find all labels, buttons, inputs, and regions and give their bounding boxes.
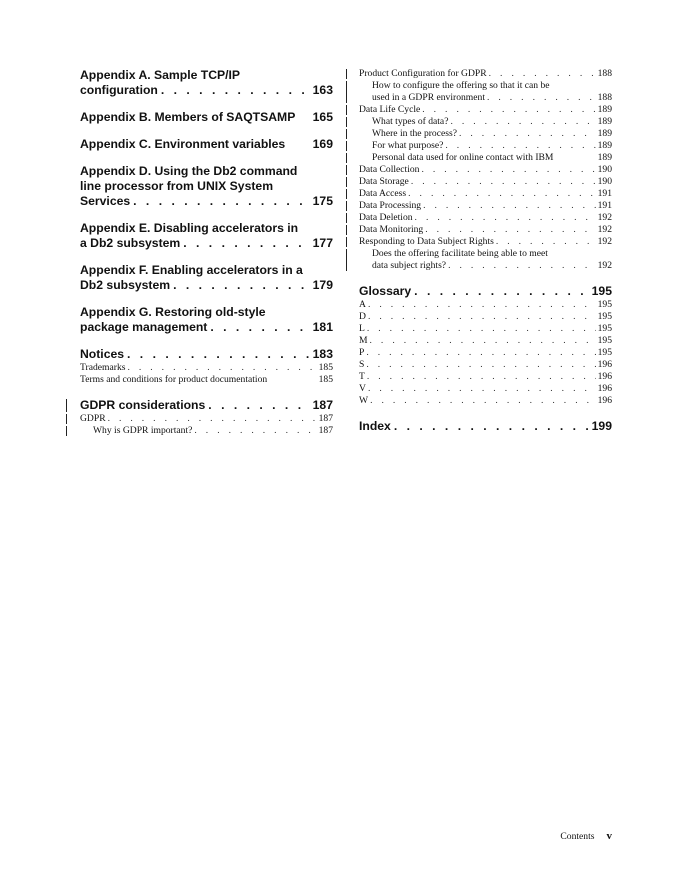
change-bar	[346, 129, 347, 139]
toc-page-number: 183	[312, 347, 333, 361]
toc-page-number: 199	[591, 419, 612, 433]
toc-entry-whygdpr[interactable]	[80, 425, 333, 437]
footer-page-number: v	[606, 830, 612, 842]
toc-page-number: 188	[597, 92, 612, 103]
toc-entry-title-line: W	[359, 395, 369, 406]
toc-entry-gdprcons[interactable]	[80, 398, 333, 413]
dot-leader	[366, 359, 595, 371]
toc-entry-processing[interactable]	[359, 200, 612, 212]
dot-leader	[421, 164, 595, 176]
toc-entry-title-line: a Db2 subsystem	[80, 236, 181, 250]
toc-page-number: 195	[597, 347, 612, 358]
dot-leader	[368, 299, 596, 311]
toc-entry-prodconf[interactable]	[359, 68, 612, 80]
change-bar	[66, 426, 67, 436]
toc-entry-glossary[interactable]	[359, 284, 612, 299]
toc-page-number: 187	[312, 398, 333, 412]
toc-entry-title-line: V	[359, 383, 366, 394]
toc-entry-title-line: P	[359, 347, 365, 358]
dot-leader	[425, 224, 595, 236]
toc-entry-appC[interactable]	[80, 137, 333, 152]
toc-entry-title-line: GDPR considerations	[80, 398, 206, 412]
toc-page-number: 195	[597, 323, 612, 334]
toc-entry-title-line: Glossary	[359, 284, 412, 298]
toc-entry-title-line: L	[359, 323, 365, 334]
toc-page-number: 192	[597, 224, 612, 235]
toc-entry-title-line: used in a GDPR environment	[372, 92, 485, 103]
toc-entry-title-line: What types of data?	[372, 116, 449, 127]
toc-page-number: 163	[312, 83, 333, 97]
dot-leader	[448, 260, 596, 272]
toc-page-number: 185	[318, 374, 333, 385]
toc-page-number: 189	[597, 152, 612, 163]
toc-entry-title-line: D	[359, 311, 366, 322]
change-bar	[66, 414, 67, 424]
toc-entry-title-line: Trademarks	[80, 362, 126, 373]
toc-entry-appA[interactable]	[80, 68, 333, 98]
dot-leader	[108, 413, 317, 425]
toc-page-number: 195	[597, 335, 612, 346]
toc-entry-appE[interactable]	[80, 221, 333, 251]
toc-entry-title-line: Data Monitoring	[359, 224, 424, 235]
dot-leader	[422, 104, 595, 116]
toc-page-number: 196	[597, 371, 612, 382]
toc-entry-title-line: Appendix F. Enabling accelerators in a	[80, 263, 303, 277]
change-bar	[346, 201, 347, 211]
toc-entry-title-line: Notices	[80, 347, 125, 361]
toc-entry-title-line: Where in the process?	[372, 128, 457, 139]
toc-entry-gM[interactable]	[359, 335, 612, 347]
toc-page-number: 195	[597, 299, 612, 310]
toc-page-number: 189	[597, 128, 612, 139]
change-bar	[346, 225, 347, 235]
toc-entry-lifecycle[interactable]	[359, 104, 612, 116]
toc-entry-facilitate[interactable]	[359, 248, 612, 272]
toc-entry-title-line: Why is GDPR important?	[93, 425, 193, 436]
dot-leader	[368, 311, 596, 323]
toc-page-number: 179	[312, 278, 333, 292]
toc-entry-index[interactable]	[359, 419, 612, 434]
dot-leader	[210, 320, 309, 335]
toc-entry-title-line: Appendix B. Members of SAQTSAMP	[80, 110, 296, 124]
toc-entry-collection[interactable]	[359, 164, 612, 176]
toc-entry-title-line: Data Life Cycle	[359, 104, 421, 115]
change-bar	[346, 165, 347, 175]
toc-entry-appF[interactable]	[80, 263, 333, 293]
change-bar	[346, 177, 347, 187]
toc-entry-gS[interactable]	[359, 359, 612, 371]
toc-page-number: 195	[597, 311, 612, 322]
toc-entry-title-line: How to configure the offering so that it can be	[372, 80, 550, 91]
toc-page-number: 185	[318, 362, 333, 373]
toc-page-number: 195	[591, 284, 612, 298]
toc-page-number: 190	[597, 176, 612, 187]
toc-page-number: 196	[597, 383, 612, 394]
dot-leader	[127, 362, 316, 374]
change-bar	[346, 117, 347, 127]
dot-leader	[127, 347, 310, 362]
toc-entry-title-line: M	[359, 335, 368, 346]
change-bar	[346, 141, 347, 151]
dot-leader	[367, 371, 596, 383]
toc-entry-storage[interactable]	[359, 176, 612, 188]
toc-entry-title-line: data subject rights?	[372, 260, 447, 271]
dot-leader	[445, 140, 595, 152]
toc-entry-terms[interactable]	[80, 374, 333, 386]
toc-page-number: 188	[597, 68, 612, 79]
dot-leader	[414, 284, 588, 299]
toc-entry-title-line: Appendix D. Using the Db2 command	[80, 164, 298, 178]
toc-entry-gT[interactable]	[359, 371, 612, 383]
toc-entry-title-line: Product Configuration for GDPR	[359, 68, 487, 79]
dot-leader	[394, 419, 589, 434]
toc-page-number: 189	[597, 116, 612, 127]
toc-page-number: 189	[597, 140, 612, 151]
change-bar	[346, 153, 347, 163]
toc-page-number: 165	[312, 110, 333, 124]
toc-entry-title-line: Terms and conditions for product documentation	[80, 374, 268, 385]
toc-entry-gV[interactable]	[359, 383, 612, 395]
toc-entry-title-line: T	[359, 371, 365, 382]
toc-entry-title-line: Appendix E. Disabling accelerators in	[80, 221, 299, 235]
toc-entry-purpose[interactable]	[359, 140, 612, 152]
toc-left-column	[80, 68, 333, 437]
change-bar	[346, 105, 347, 115]
footer-label: Contents	[560, 831, 595, 842]
toc-page-number: 177	[312, 236, 333, 250]
toc-entry-title-line: Db2 subsystem	[80, 278, 171, 292]
dot-leader	[370, 395, 596, 407]
toc-entry-appG[interactable]	[80, 305, 333, 335]
dot-leader	[183, 236, 309, 251]
dot-leader	[161, 83, 310, 98]
toc-entry-gW[interactable]	[359, 395, 612, 407]
toc-entry-title-line: GDPR	[80, 413, 106, 424]
toc-entry-responding[interactable]	[359, 236, 612, 248]
dot-leader	[411, 176, 596, 188]
toc-entry-howconf[interactable]	[359, 80, 612, 104]
change-bar	[346, 189, 347, 199]
dot-leader	[459, 128, 596, 140]
toc-entry-appB[interactable]	[80, 110, 333, 125]
change-bar	[346, 249, 347, 271]
dot-leader	[487, 92, 596, 104]
toc-entry-gL[interactable]	[359, 323, 612, 335]
toc-entry-title-line: Data Processing	[359, 200, 422, 211]
dot-leader	[368, 383, 596, 395]
toc-page-number: 192	[597, 236, 612, 247]
change-bar	[346, 69, 347, 79]
toc-entry-gD[interactable]	[359, 311, 612, 323]
dot-leader	[489, 68, 596, 80]
dot-leader	[496, 236, 596, 248]
toc-page-number: 196	[597, 359, 612, 370]
toc-page-number: 191	[597, 188, 612, 199]
toc-entry-gA[interactable]	[359, 299, 612, 311]
dot-leader	[370, 335, 596, 347]
toc-entry-deletion[interactable]	[359, 212, 612, 224]
toc-entry-title-line: Index	[359, 419, 391, 433]
toc-entry-where[interactable]	[359, 128, 612, 140]
dot-leader	[367, 323, 596, 335]
dot-leader	[173, 278, 310, 293]
toc-page-number: 187	[318, 425, 333, 436]
toc-entry-title-line: Personal data used for online contact with IBM	[372, 152, 554, 163]
dot-leader	[450, 116, 595, 128]
change-bar	[346, 81, 347, 103]
toc-entry-title-line: Responding to Data Subject Rights	[359, 236, 494, 247]
toc-page-number: 175	[312, 194, 333, 208]
toc-right-column	[359, 68, 612, 434]
toc-entry-title-line: package management	[80, 320, 208, 334]
toc-page-number: 181	[312, 320, 333, 334]
dot-leader	[133, 194, 310, 209]
toc-entry-title-line: Appendix G. Restoring old-style	[80, 305, 266, 319]
toc-entry-title-line: Data Collection	[359, 164, 420, 175]
toc-entry-title-line: Data Access	[359, 188, 407, 199]
dot-leader	[415, 212, 596, 224]
toc-entry-title-line: S	[359, 359, 365, 370]
toc-entry-gP[interactable]	[359, 347, 612, 359]
toc-entry-title-line: Data Deletion	[359, 212, 413, 223]
dot-leader	[408, 188, 595, 200]
toc-entry-title-line: Services	[80, 194, 131, 208]
toc-page-number: 187	[318, 413, 333, 424]
toc-entry-title-line: line processor from UNIX System	[80, 179, 274, 193]
change-bar	[346, 213, 347, 223]
toc-entry-monitoring[interactable]	[359, 224, 612, 236]
toc-entry-gdpr[interactable]	[80, 413, 333, 425]
dot-leader	[423, 200, 596, 212]
change-bar	[346, 237, 347, 247]
toc-entry-personal[interactable]	[359, 152, 612, 164]
toc-page-number: 169	[312, 137, 333, 151]
toc-entry-trademarks[interactable]	[80, 362, 333, 374]
toc-entry-appD[interactable]	[80, 164, 333, 209]
toc-page-number: 190	[597, 164, 612, 175]
dot-leader	[208, 398, 309, 413]
toc-page-number: 189	[597, 104, 612, 115]
toc-page-number: 192	[597, 260, 612, 271]
toc-entry-types[interactable]	[359, 116, 612, 128]
dot-leader	[366, 347, 595, 359]
toc-entry-title-line: Appendix C. Environment variables	[80, 137, 286, 151]
toc-entry-title-line: configuration	[80, 83, 158, 97]
toc-page-number: 192	[597, 212, 612, 223]
toc-entry-title-line: Does the offering facilitate being able to meet	[372, 248, 548, 259]
page-footer	[560, 830, 612, 842]
toc-entry-title-line: Appendix A. Sample TCP/IP	[80, 68, 241, 82]
toc-entry-title-line: For what purpose?	[372, 140, 444, 151]
toc-entry-access[interactable]	[359, 188, 612, 200]
toc-page-number: 196	[597, 395, 612, 406]
dot-leader	[194, 425, 316, 437]
toc-entry-title-line: A	[359, 299, 366, 310]
toc-entry-notices[interactable]	[80, 347, 333, 362]
toc-page-number: 191	[597, 200, 612, 211]
change-bar	[66, 399, 67, 412]
toc-entry-title-line: Data Storage	[359, 176, 409, 187]
